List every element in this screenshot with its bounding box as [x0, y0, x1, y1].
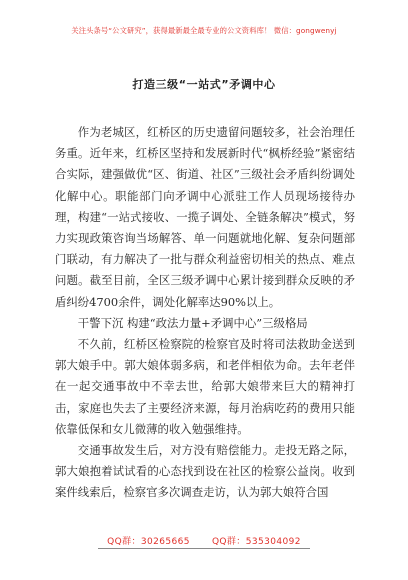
document-title: 打造三级“一站式”矛调中心: [132, 78, 276, 91]
qq-group-1: QQ群：30265665: [107, 537, 190, 547]
qq-group-2: QQ群：535304092: [211, 537, 301, 547]
paragraph: 交通事故发生后，对方没有赔偿能力。走投无路之际，郭大娘抱着试试看的心态找到设在社区的检察公益岗。收到案件线索后，检察官多次调查走访，认为郭大娘符合国: [55, 443, 355, 500]
section-heading: 干警下沉 构建“政法力量+矛调中心”三级格局: [77, 315, 308, 330]
header-banner: 关注头条号“公文研究”，获得最新最全最专业的公文资料库！ 微信：gongwenyj: [71, 26, 337, 35]
footer-divider: [98, 548, 310, 549]
paragraph: 作为老城区，红桥区的历史遗留问题较多，社会治理任务重。近年来，红桥区坚持和发展新时代“枫桥经验”紧密结合实际，建强做优“区、街道、社区”三级社会矛盾纠纷调处化解中心。职能部门向矛调中心派驻工作人员现场接待办理，构建“一站式接收、一揽子调处、全链条解决”模式，努力实现政策咨询当场解答、单一问题就地化解、复杂问题部门联动，有力解决了一批与群众利益密切相关的热点、难点问题。截至目前，全区三级矛调中心累计接到群众反映的矛盾纠纷4700余件，调处化解率达90%以上。: [55, 125, 355, 309]
paragraph: 不久前，红桥区检察院的检察官及时将司法救助金送到郭大娘手中。郭大娘体弱多病，和老伴相依为命。去年老伴在一起交通事故中不幸去世，给郭大娘带来巨大的精神打击，家庭也失去了主要经济来源，每月治病吃药的费用只能依靠低保和女儿微薄的收入勉强维持。: [55, 337, 355, 436]
document-body: [55, 122, 355, 504]
footer-qq-groups: [0, 534, 408, 547]
